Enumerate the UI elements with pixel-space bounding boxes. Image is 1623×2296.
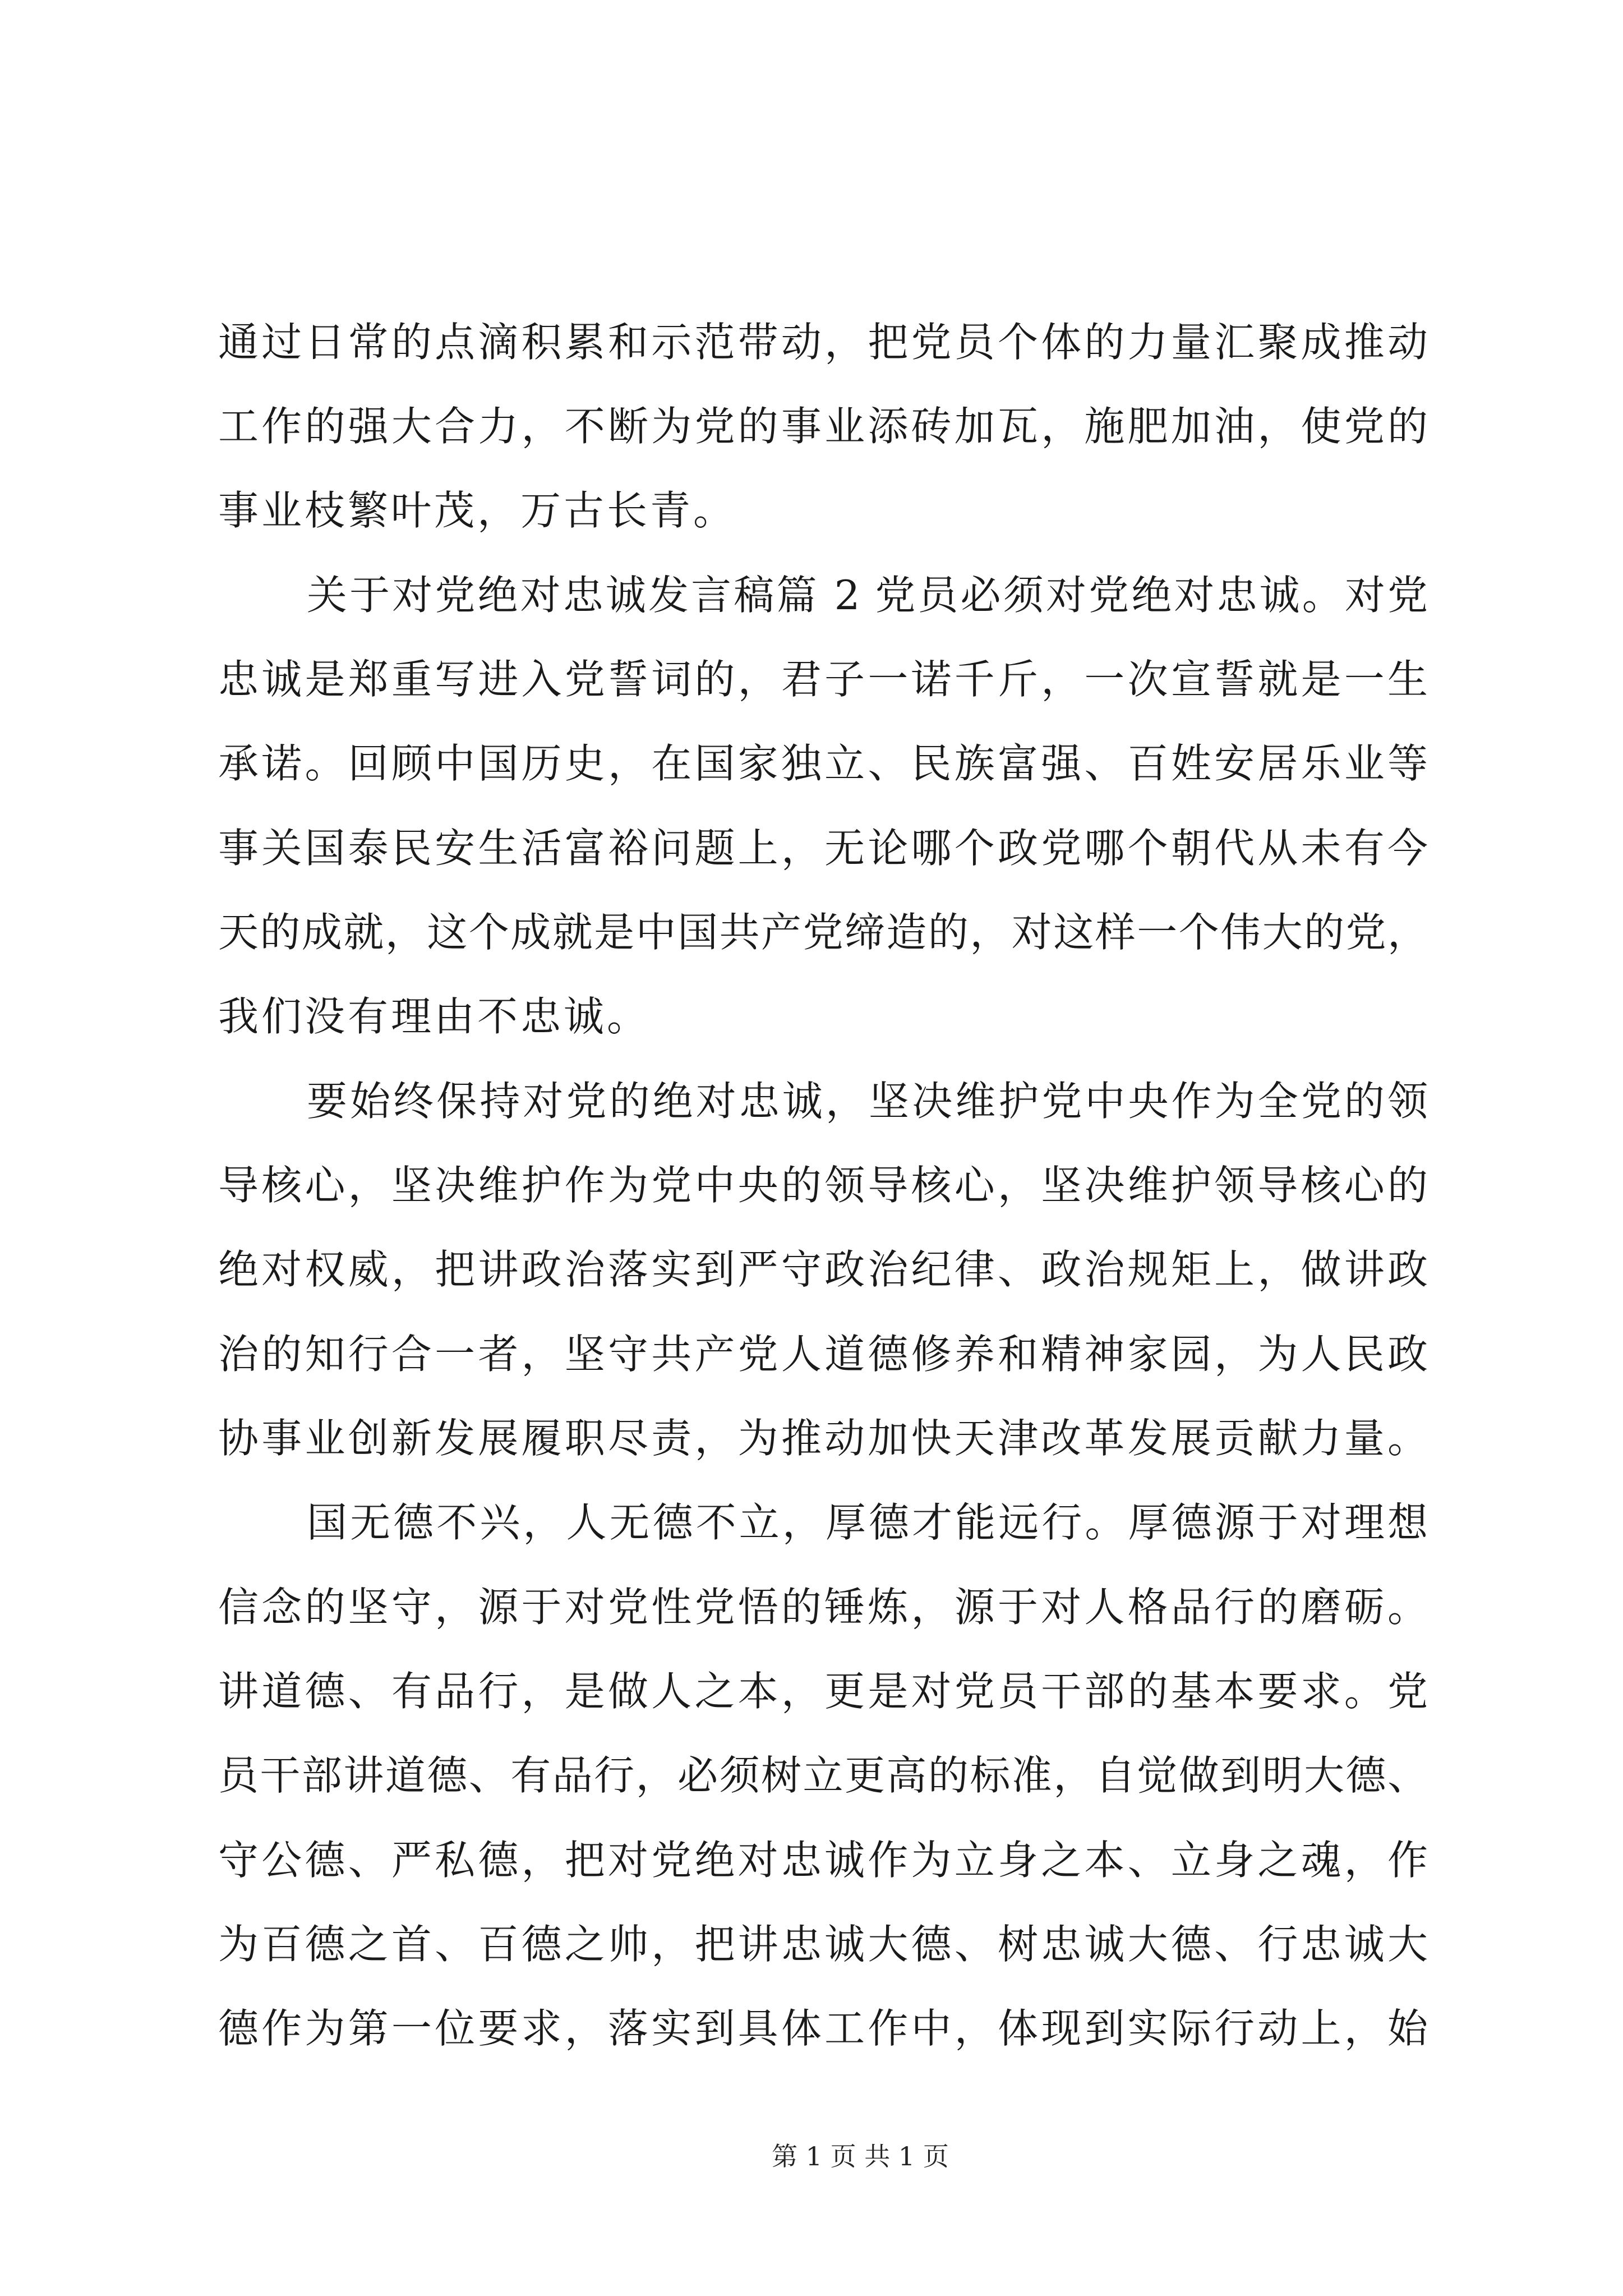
body-line: 国无德不兴，人无德不立，厚德才能远行。厚德源于对理想 [307,1499,1428,1546]
body-line: 讲道德、有品行，是做人之本，更是对党员干部的基本要求。党 [218,1668,1428,1715]
body-line: 事业枝繁叶茂，万古长青。 [218,487,737,534]
body-line: 绝对权威，把讲政治落实到严守政治纪律、政治规矩上，做讲政 [218,1246,1428,1293]
body-line: 忠诚是郑重写进入党誓词的，君子一诺千斤，一次宣誓就是一生 [218,656,1428,703]
body-line: 工作的强大合力，不断为党的事业添砖加瓦，施肥加油，使党的 [218,403,1428,450]
body-line: 承诺。回顾中国历史，在国家独立、民族富强、百姓安居乐业等 [218,740,1428,787]
page-footer: 第 1 页 共 1 页 [772,2141,949,2171]
body-line: 导核心，坚决维护作为党中央的领导核心，坚决维护领导核心的 [218,1162,1428,1209]
body-line: 协事业创新发展履职尽责，为推动加快天津改革发展贡献力量。 [218,1415,1428,1462]
body-line: 通过日常的点滴积累和示范带动，把党员个体的力量汇聚成推动 [218,319,1428,366]
body-line: 德作为第一位要求，落实到具体工作中，体现到实际行动上，始 [218,2005,1428,2052]
body-line: 事关国泰民安生活富裕问题上，无论哪个政党哪个朝代从未有今 [218,825,1428,872]
body-line: 信念的坚守，源于对党性党悟的锤炼，源于对人格品行的磨砺。 [218,1584,1428,1631]
body-line: 关于对党绝对忠诚发言稿篇 2 党员必须对党绝对忠诚。对党 [307,572,1428,619]
body-line: 天的成就，这个成就是中国共产党缔造的，对这样一个伟大的党， [218,909,1428,956]
body-line: 治的知行合一者，坚守共产党人道德修养和精神家园，为人民政 [218,1331,1428,1378]
body-line: 员干部讲道德、有品行，必须树立更高的标准，自觉做到明大德、 [218,1752,1428,1799]
body-line: 要始终保持对党的绝对忠诚，坚决维护党中央作为全党的领 [307,1078,1428,1125]
body-line: 我们没有理由不忠诚。 [218,993,651,1040]
body-line: 守公德、严私德，把对党绝对忠诚作为立身之本、立身之魂，作 [218,1837,1428,1884]
body-line: 为百德之首、百德之帅，把讲忠诚大德、树忠诚大德、行忠诚大 [218,1921,1428,1968]
